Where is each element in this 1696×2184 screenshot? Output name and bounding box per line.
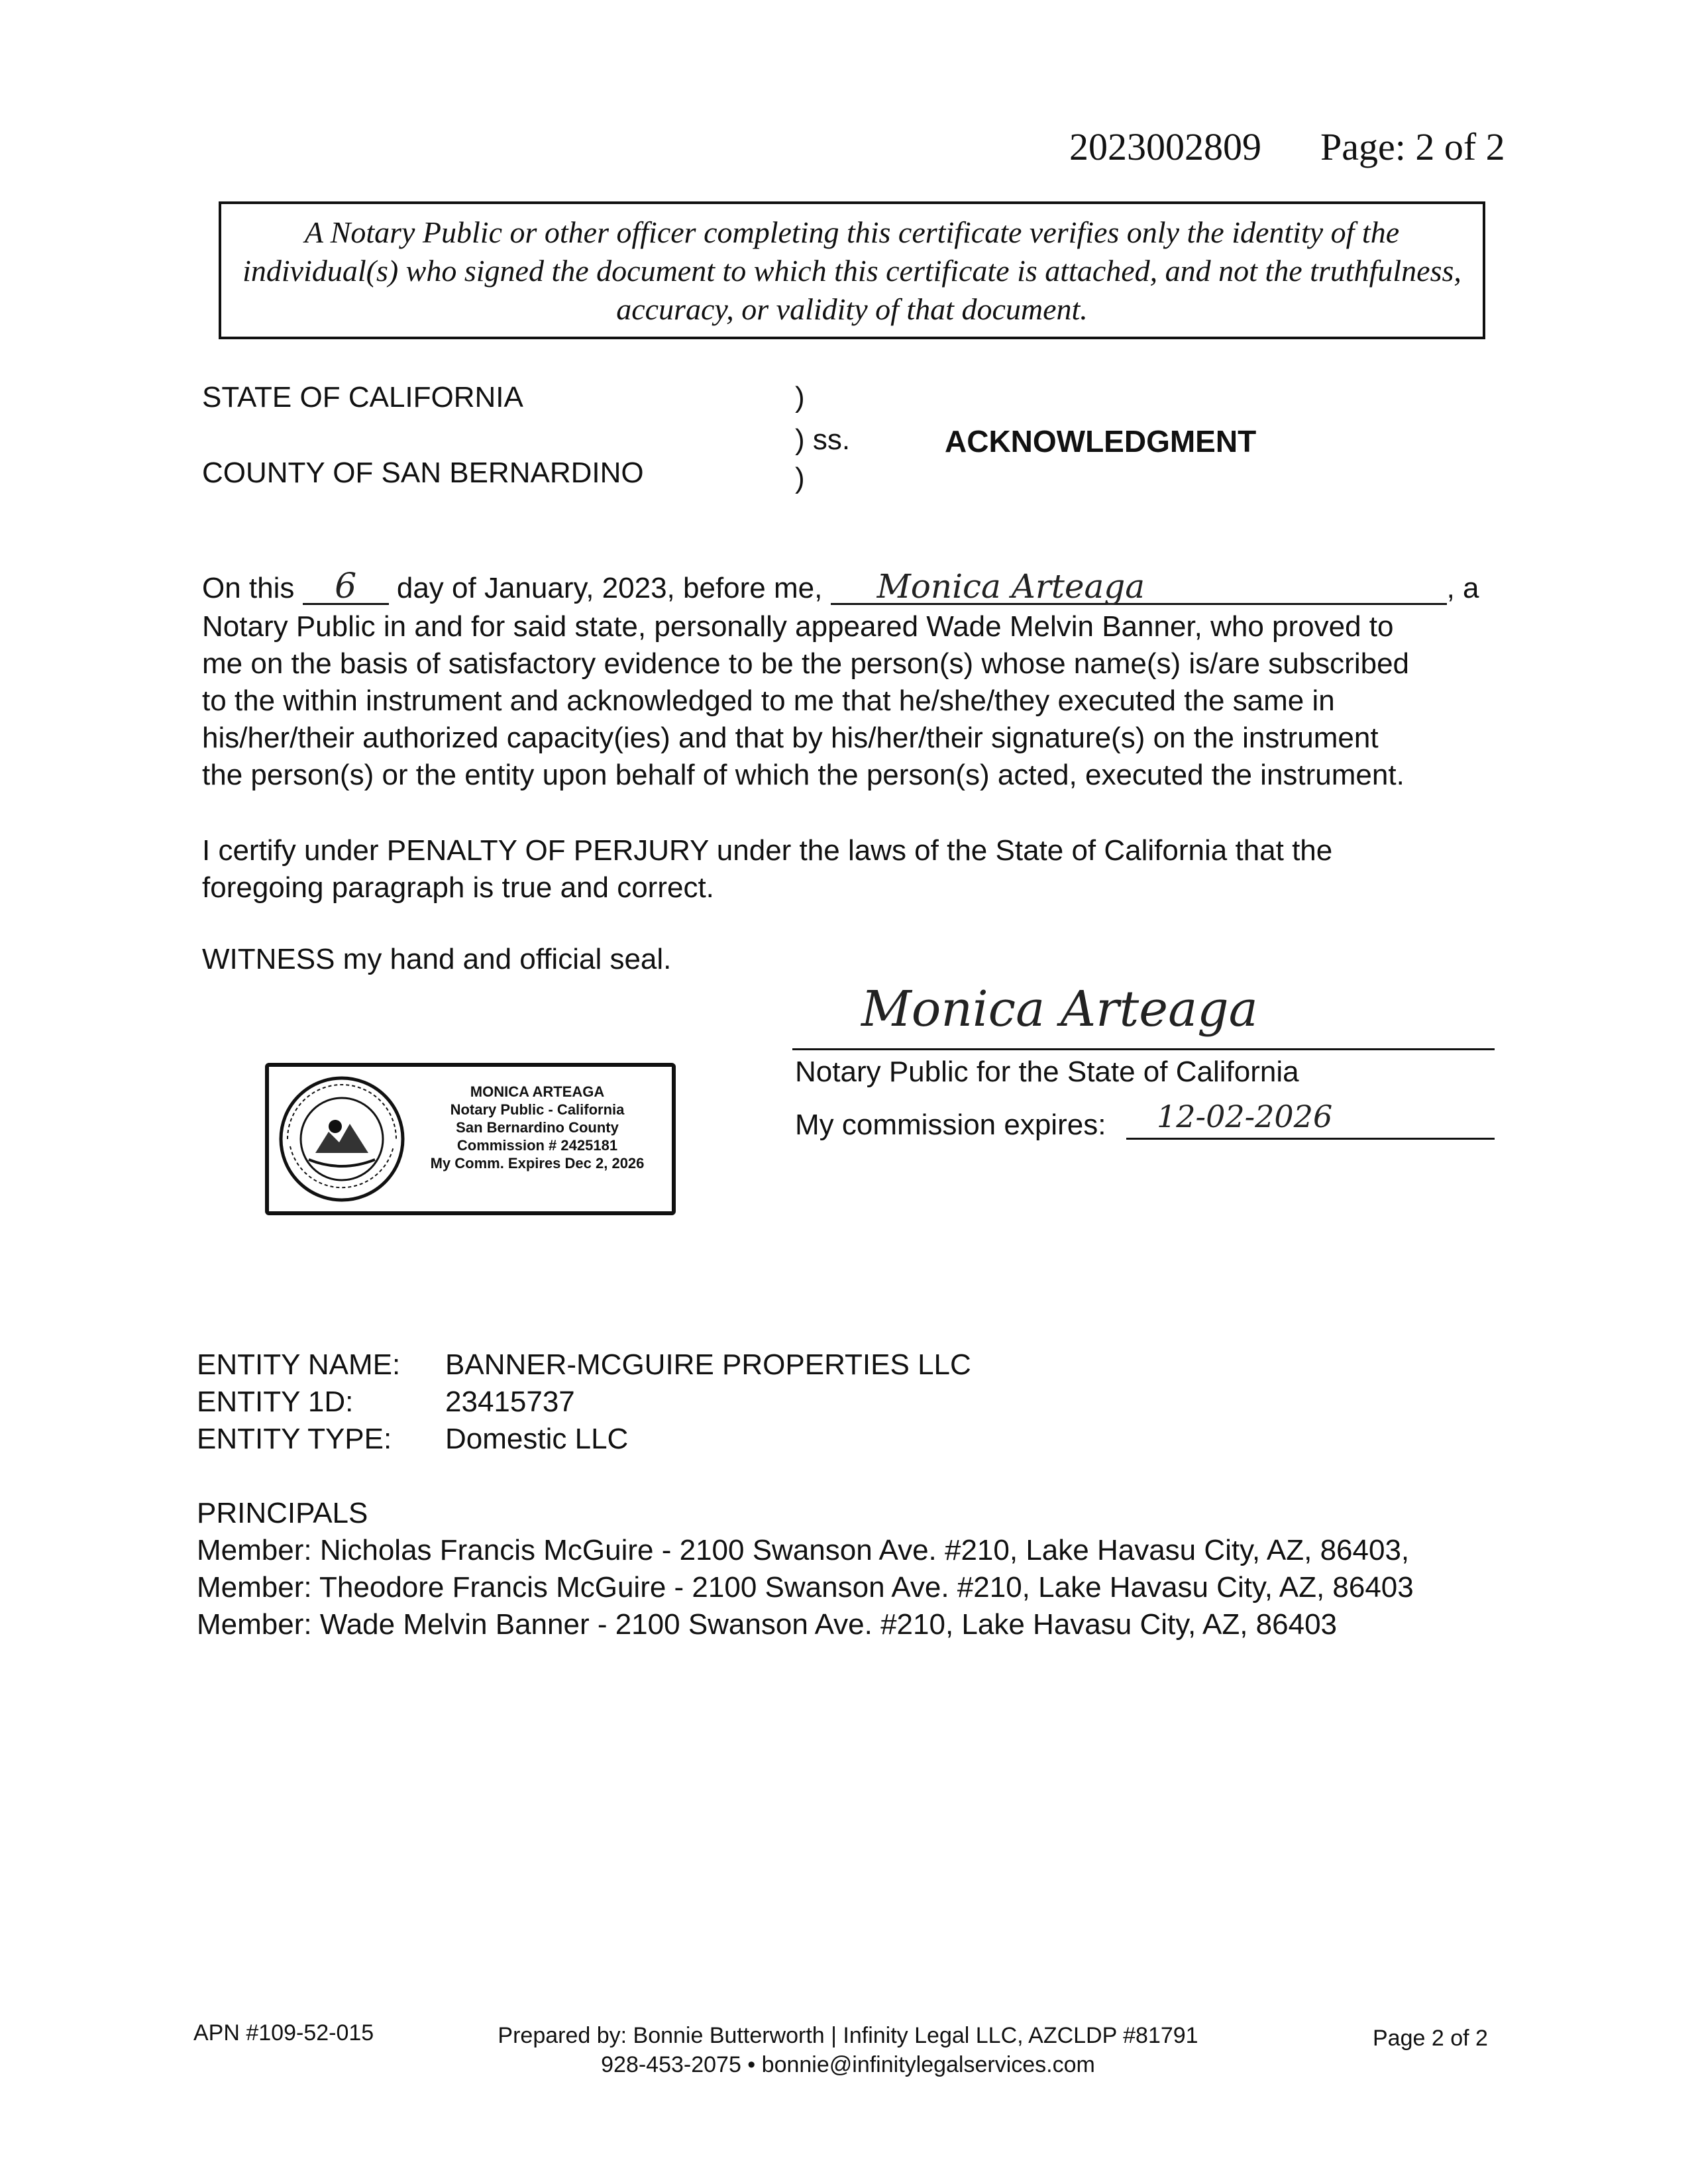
entity-id-value: 23415737 [445, 1386, 575, 1418]
stamp-county: San Bernardino County [456, 1119, 619, 1136]
principal-member: Member: Theodore Francis McGuire - 2100 Swanson Ave. #210, Lake Havasu City, AZ, 86403 [197, 1571, 1414, 1604]
footer-page: Page 2 of 2 [1373, 2026, 1488, 2051]
ack-notary-name-handwritten: Monica Arteaga [831, 570, 1447, 605]
ack-line: his/her/their authorized capacity(ies) and that by his/her/their signature(s) on the instrument [202, 722, 1379, 754]
commission-expires-value: 12-02-2026 [1126, 1096, 1495, 1140]
notary-notice-text: A Notary Public or other officer completing this certificate verifies only the identity of the individual(s) who signed the document to which this certificate is attached, and not the truthfulness, accuracy, or validity of that document. [242, 215, 1461, 326]
ack-paragraph [202, 608, 1409, 794]
venue-paren-bottom: ) [795, 462, 805, 494]
venue-ss: ) ss. [795, 423, 851, 456]
certify-line: foregoing paragraph is true and correct. [202, 871, 714, 904]
commission-expires-label: My commission expires: [795, 1109, 1106, 1141]
witness-text: WITNESS my hand and official seal. [202, 943, 672, 975]
entity-type-label: ENTITY TYPE: [197, 1423, 392, 1455]
ack-line: to the within instrument and acknowledged to me that he/she/they executed the same in [202, 684, 1335, 717]
ack-line: Notary Public in and for said state, personally appeared Wade Melvin Banner, who proved to [202, 610, 1394, 643]
stamp-commission: Commission # 2425181 [456, 1137, 618, 1154]
footer-prepared [484, 2021, 1212, 2079]
document-header [1069, 125, 1505, 169]
stamp-title: Notary Public - California [450, 1101, 625, 1118]
principals-section [197, 1495, 1414, 1643]
venue-state: STATE OF CALIFORNIA [202, 381, 523, 413]
ack-first-line [202, 567, 1479, 607]
ack-day-value: 6 [303, 570, 389, 605]
acknowledgment-title: ACKNOWLEDGMENT [945, 424, 1257, 459]
entity-id-label: ENTITY 1D: [197, 1386, 354, 1418]
ack-line: me on the basis of satisfactory evidence to be the person(s) whose name(s) is/are subscribed [202, 647, 1410, 680]
principal-member: Member: Wade Melvin Banner - 2100 Swanson Ave. #210, Lake Havasu City, AZ, 86403 [197, 1608, 1338, 1641]
venue-county: COUNTY OF SAN BERNARDINO [202, 457, 644, 489]
entity-values [445, 1346, 971, 1458]
certify-line: I certify under PENALTY OF PERJURY under the laws of the State of California that the [202, 834, 1333, 867]
venue-paren-top: ) [795, 381, 805, 413]
notary-stamp [265, 1063, 676, 1215]
entity-labels [197, 1346, 400, 1458]
ack-on-this: On this [202, 572, 295, 604]
signature-line [792, 1048, 1495, 1050]
stamp-expires: My Comm. Expires Dec 2, 2026 [430, 1155, 645, 1172]
ack-day-of: day of January, 2023, before me, [396, 572, 823, 604]
stamp-name: MONICA ARTEAGA [470, 1083, 605, 1100]
state-seal-icon [276, 1073, 408, 1205]
stamp-text-block [415, 1083, 660, 1172]
ack-line: the person(s) or the entity upon behalf of which the person(s) acted, executed the instrument. [202, 759, 1404, 791]
ack-a: , a [1446, 572, 1479, 604]
footer-contact: 928-453-2075 • bonnie@infinitylegalservices.com [601, 2052, 1095, 2077]
certify-paragraph [202, 832, 1332, 906]
notary-notice-box [219, 201, 1485, 339]
document-number: 2023002809 [1069, 125, 1261, 168]
footer-apn: APN #109-52-015 [193, 2020, 374, 2046]
entity-type-value: Domestic LLC [445, 1423, 629, 1455]
entity-name-value: BANNER-MCGUIRE PROPERTIES LLC [445, 1348, 971, 1381]
notary-signature: Monica Arteaga [861, 981, 1258, 1038]
principals-heading: PRINCIPALS [197, 1497, 368, 1529]
entity-name-label: ENTITY NAME: [197, 1348, 401, 1381]
principal-member: Member: Nicholas Francis McGuire - 2100 Swanson Ave. #210, Lake Havasu City, AZ, 86403, [197, 1534, 1410, 1566]
footer-prepared-by: Prepared by: Bonnie Butterworth | Infinity Legal LLC, AZCLDP #81791 [498, 2023, 1198, 2048]
notary-for-state: Notary Public for the State of California [795, 1056, 1299, 1088]
page-number: Page: 2 of 2 [1320, 125, 1505, 168]
